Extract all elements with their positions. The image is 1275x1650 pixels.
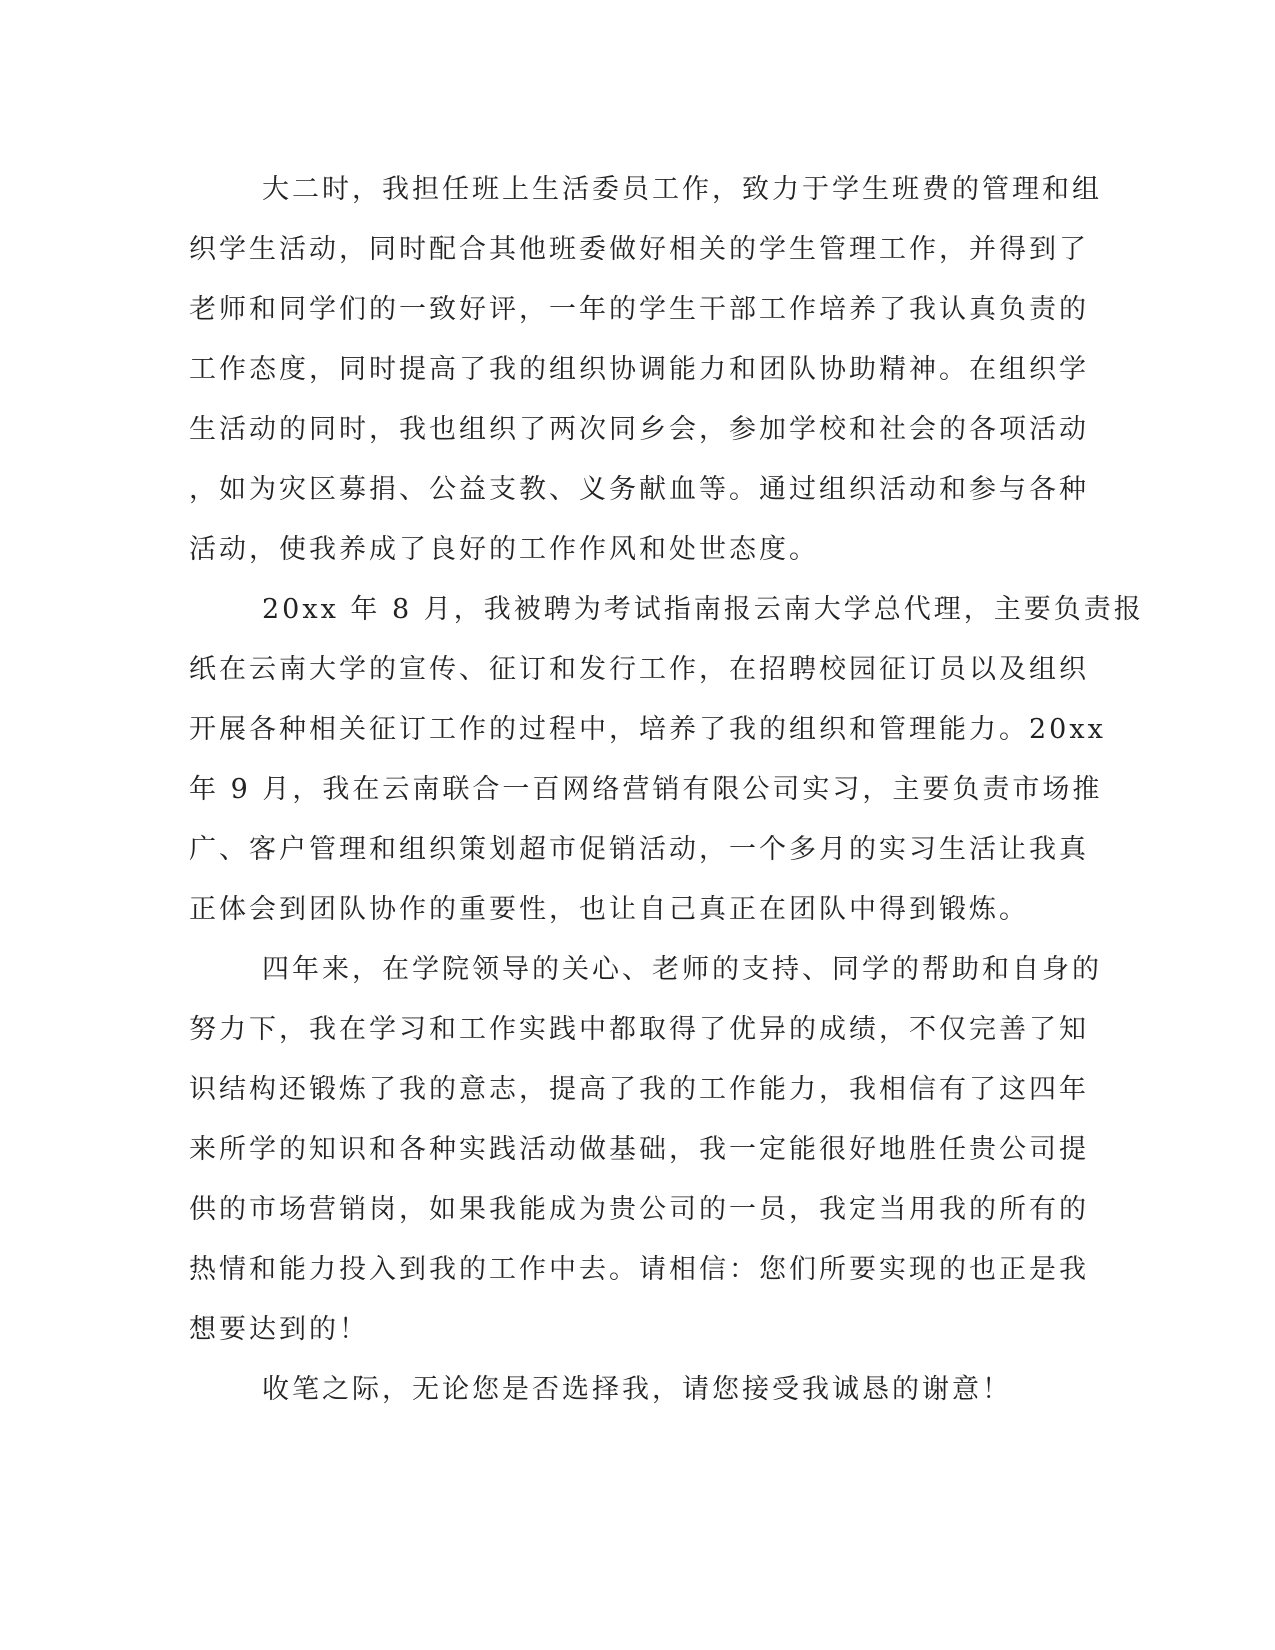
text-line: 正体会到团队协作的重要性，也让自己真正在团队中得到锻炼。 xyxy=(189,894,1029,925)
letter-body xyxy=(189,160,1144,1420)
text-line: 大二时，我担任班上生活委员工作，致力于学生班费的管理和组 xyxy=(262,174,1102,205)
text-line: 织学生活动，同时配合其他班委做好相关的学生管理工作，并得到了 xyxy=(189,234,1089,265)
text-line: 收笔之际，无论您是否选择我，请您接受我诚恳的谢意！ xyxy=(262,1374,1012,1405)
text-line: 纸在云南大学的宣传、征订和发行工作，在招聘校园征订员以及组织 xyxy=(189,654,1089,685)
text-line: 热情和能力投入到我的工作中去。请相信：您们所要实现的也正是我 xyxy=(189,1254,1089,1285)
text-line: 广、客户管理和组织策划超市促销活动，一个多月的实习生活让我真 xyxy=(189,834,1089,865)
paragraph-student-work xyxy=(189,160,1102,580)
text-line: 生活动的同时，我也组织了两次同乡会，参加学校和社会的各项活动 xyxy=(189,414,1089,445)
text-line: 老师和同学们的一致好评，一年的学生干部工作培养了我认真负责的 xyxy=(189,294,1089,325)
text-line: 努力下，我在学习和工作实践中都取得了优异的成绩，不仅完善了知 xyxy=(189,1014,1089,1045)
text-line: ，如为灾区募捐、公益支教、义务献血等。通过组织活动和参与各种 xyxy=(189,474,1089,505)
text-line: 20xx 年 8 月，我被聘为考试指南报云南大学总代理，主要负责报 xyxy=(262,594,1144,625)
text-line: 来所学的知识和各种实践活动做基础，我一定能很好地胜任贵公司提 xyxy=(189,1134,1089,1165)
text-line: 识结构还锻炼了我的意志，提高了我的工作能力，我相信有了这四年 xyxy=(189,1074,1089,1105)
text-line: 想要达到的！ xyxy=(189,1314,369,1345)
paragraph-closing xyxy=(189,1360,1079,1420)
paragraph-four-years xyxy=(189,940,1102,1360)
text-line: 开展各种相关征订工作的过程中，培养了我的组织和管理能力。20xx xyxy=(189,714,1106,745)
text-line: 工作态度，同时提高了我的组织协调能力和团队协助精神。在组织学 xyxy=(189,354,1089,385)
paragraph-internship xyxy=(189,580,1144,940)
text-line: 年 9 月，我在云南联合一百网络营销有限公司实习，主要负责市场推 xyxy=(189,774,1103,805)
text-line: 活动，使我养成了良好的工作作风和处世态度。 xyxy=(189,534,819,565)
text-line: 四年来，在学院领导的关心、老师的支持、同学的帮助和自身的 xyxy=(262,954,1102,985)
text-line: 供的市场营销岗，如果我能成为贵公司的一员，我定当用我的所有的 xyxy=(189,1194,1089,1225)
